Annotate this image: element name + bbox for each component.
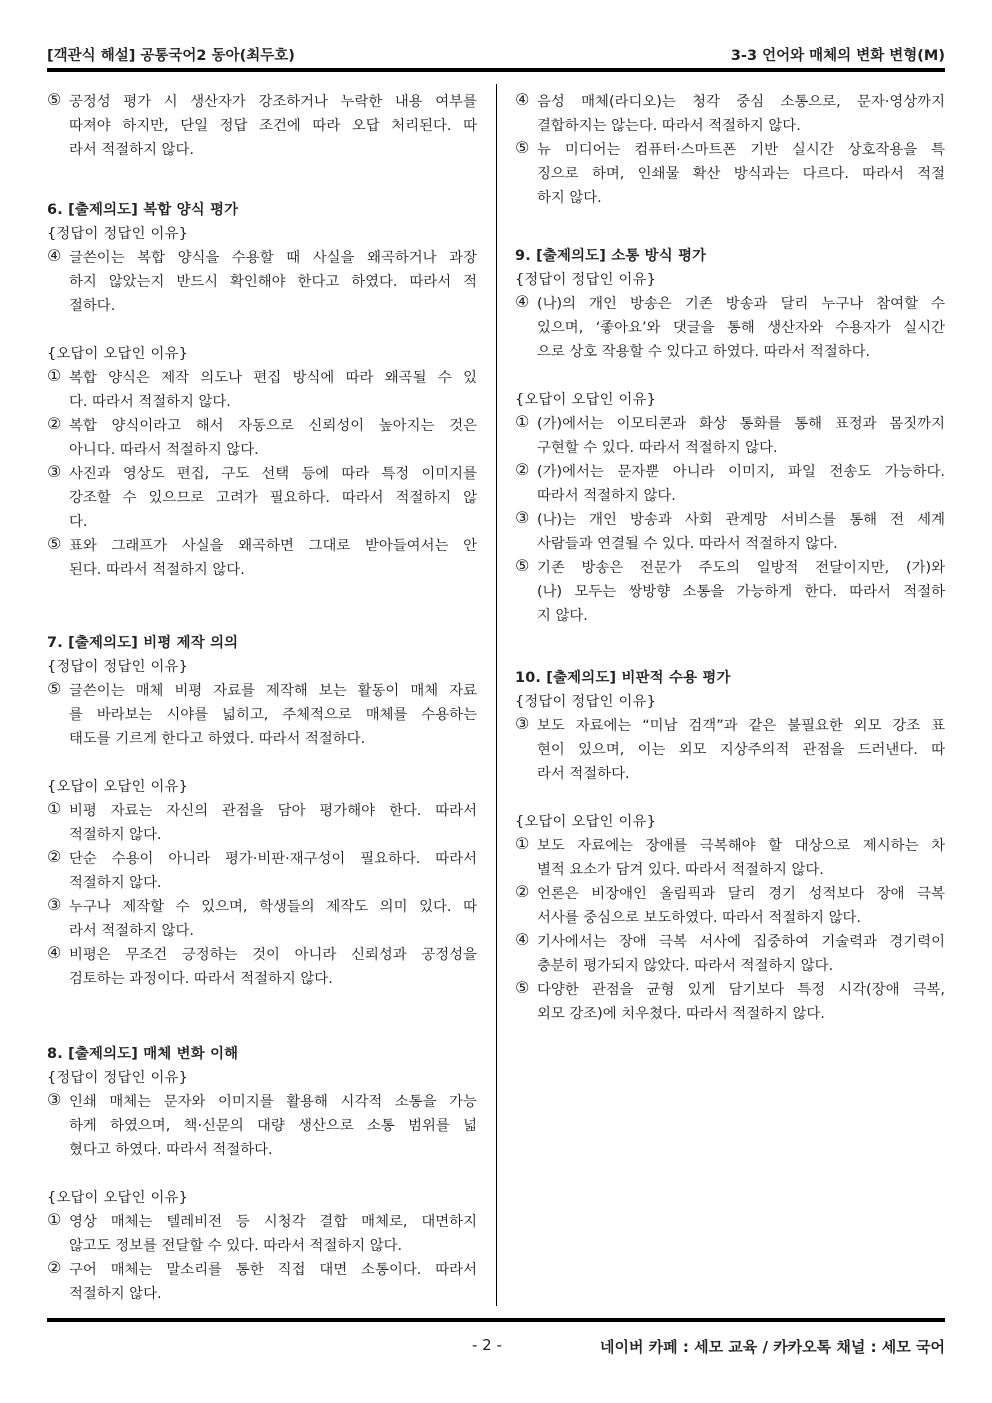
section-q7 — [47, 631, 477, 991]
answer-item — [47, 246, 477, 318]
answer-item — [47, 943, 477, 991]
answer-item — [515, 834, 945, 882]
text-line: 별적 요소가 담겨 있다. 따라서 적절하지 않다. — [537, 862, 824, 878]
answer-item — [47, 679, 477, 751]
answer-item — [515, 460, 945, 508]
text-line: 지 않다. — [537, 608, 588, 624]
choice-number: ③ — [515, 508, 530, 527]
correct-reason-heading: {정답이 정답인 이유} — [47, 226, 189, 242]
choice-number: ④ — [47, 246, 62, 265]
text-line: 외모 강조)에 치우쳤다. 따라서 적절하지 않다. — [537, 1006, 825, 1022]
answer-item — [47, 366, 477, 414]
answer-item — [47, 895, 477, 943]
text-line: (나) 모두는 쌍방향 소통을 가능하게 한다. 따라서 적절하 — [537, 584, 945, 600]
page-header — [47, 44, 945, 66]
choice-number: ① — [515, 834, 530, 853]
text-line: 강조할 수 있으므로 고려가 필요하다. 따라서 적절하지 않 — [69, 490, 477, 506]
question-title: 7. [출제의도] 비평 제작 의의 — [47, 635, 239, 651]
choice-number: ⑤ — [47, 679, 62, 698]
choice-text — [537, 714, 945, 786]
header-right-title: 3-3 언어와 매체의 변화 변형(M) — [730, 48, 945, 64]
choice-number: ④ — [47, 943, 62, 962]
section-q8 — [47, 1042, 477, 1306]
choice-number: ④ — [515, 90, 530, 109]
answer-item — [47, 462, 477, 534]
choice-text — [69, 246, 477, 318]
choice-number: ② — [515, 882, 530, 901]
choice-text — [69, 90, 477, 162]
text-line: 다. — [69, 514, 88, 530]
choice-number: ③ — [47, 462, 62, 481]
answer-item — [515, 138, 945, 210]
choice-text — [537, 412, 945, 460]
text-line: 단순 수용이 아니라 평가·비판·재구성이 필요하다. 따라서 — [69, 851, 477, 867]
choice-number: ④ — [515, 292, 530, 311]
choice-number: ① — [47, 1210, 62, 1229]
text-line: 적절하지 않다. — [69, 827, 162, 843]
question-title: 10. [출제의도] 비판적 수용 평가 — [515, 670, 731, 686]
text-line: 따라서 적절하지 않다. — [537, 488, 676, 504]
choice-text — [69, 1090, 477, 1162]
choice-text — [69, 895, 477, 943]
choice-number: ② — [47, 414, 62, 433]
text-line: 라서 적절하다. — [537, 766, 630, 782]
text-line: 영상 매체는 텔레비전 등 시청각 결합 매체로, 대면하지 — [69, 1214, 477, 1230]
choice-text — [537, 508, 945, 556]
answer-item — [515, 412, 945, 460]
section-q5-tail — [47, 90, 477, 162]
text-line: 있으며, ‘좋아요’와 댓글을 통해 생산자와 수용자가 실시간 — [537, 320, 945, 336]
choice-text — [537, 556, 945, 628]
text-line: 다. 따라서 적절하지 않다. — [69, 394, 231, 410]
choice-text — [537, 978, 945, 1026]
choice-text — [537, 882, 945, 930]
text-line: 으로 상호 작용할 수 있다고 하였다. 따라서 적절하다. — [537, 344, 871, 360]
wrong-reason-heading: {오답이 오답인 이유} — [47, 1190, 189, 1206]
choice-number: ⑤ — [515, 978, 530, 997]
text-line: 를 바라보는 시야를 넓히고, 주체적으로 매체를 수용하는 — [69, 707, 477, 723]
choice-text — [537, 138, 945, 210]
text-line: 검토하는 과정이다. 따라서 적절하지 않다. — [69, 971, 333, 987]
answer-item — [515, 930, 945, 978]
choice-text — [69, 1210, 477, 1258]
answer-item — [47, 1258, 477, 1306]
text-line: 비평 자료는 자신의 관점을 담아 평가해야 한다. 따라서 — [69, 803, 477, 819]
text-line: 인쇄 매체는 문자와 이미지를 활용해 시각적 소통을 가능 — [69, 1094, 477, 1110]
question-title: 6. [출제의도] 복합 양식 평가 — [47, 202, 239, 218]
correct-reason-heading: {정답이 정답인 이유} — [47, 659, 189, 675]
correct-reason-heading: {정답이 정답인 이유} — [515, 694, 657, 710]
answer-item — [47, 847, 477, 895]
text-line: 된다. 따라서 적절하지 않다. — [69, 562, 245, 578]
footer-rule — [47, 1318, 945, 1322]
text-line: 글쓴이는 매체 비평 자료를 제작해 보는 활동이 매체 자료 — [69, 683, 477, 699]
answer-item — [515, 90, 945, 138]
text-line: 현이 있으며, 이는 외모 지상주의적 관점을 드러낸다. 따 — [537, 742, 945, 758]
wrong-reason-heading: {오답이 오답인 이유} — [515, 392, 657, 408]
text-line: (나)의 개인 방송은 기존 방송과 달리 누구나 참여할 수 — [537, 296, 945, 312]
answer-item — [47, 534, 477, 582]
answer-item — [515, 714, 945, 786]
answer-item — [47, 799, 477, 847]
choice-text — [537, 834, 945, 882]
text-line: (나)는 개인 방송과 사회 관계망 서비스를 통해 전 세계 — [537, 512, 945, 528]
choice-text — [69, 847, 477, 895]
choice-number: ⑤ — [47, 90, 62, 109]
text-line: 아니다. 따라서 적절하지 않다. — [69, 442, 259, 458]
choice-text — [537, 292, 945, 364]
wrong-reason-heading: {오답이 오답인 이유} — [515, 814, 657, 830]
choice-number: ② — [515, 460, 530, 479]
text-line: 언론은 비장애인 올림픽과 달리 경기 성적보다 장애 극복 — [537, 886, 945, 902]
choice-number: ③ — [515, 714, 530, 733]
text-line: 복합 양식은 제작 의도나 편집 방식에 따라 왜곡될 수 있 — [69, 370, 477, 386]
correct-reason-heading: {정답이 정답인 이유} — [47, 1070, 189, 1086]
text-line: 사람들과 연결될 수 있다. 따라서 적절하지 않다. — [537, 536, 838, 552]
text-line: 보도 자료에는 “미남 검객”과 같은 불필요한 외모 강조 표 — [537, 718, 945, 734]
choice-number: ① — [515, 412, 530, 431]
answer-item — [515, 508, 945, 556]
column-divider — [496, 84, 497, 1306]
choice-text — [69, 943, 477, 991]
text-line: 서사를 중심으로 보도하였다. 따라서 적절하지 않다. — [537, 910, 861, 926]
text-line: 결합하지는 않는다. 따라서 적절하지 않다. — [537, 118, 801, 134]
text-line: 누구나 제작할 수 있으며, 학생들의 제작도 의미 있다. 따 — [69, 899, 477, 915]
text-line: 라서 적절하지 않다. — [69, 923, 194, 939]
choice-text — [69, 366, 477, 414]
text-line: 태도를 기르게 한다고 하였다. 따라서 적절하다. — [69, 731, 366, 747]
choice-number: ③ — [47, 895, 62, 914]
header-left-title: [객관식 해설] 공통국어2 동아(최두호) — [47, 48, 295, 64]
page-number: - 2 - — [472, 1336, 502, 1354]
text-line: (가)에서는 문자뿐 아니라 이미지, 파일 전송도 가능하다. — [537, 464, 945, 480]
text-line: 하지 않다. — [537, 190, 602, 206]
section-q6 — [47, 198, 477, 582]
choice-text — [69, 534, 477, 582]
question-title: 9. [출제의도] 소통 방식 평가 — [515, 248, 707, 264]
choice-number: ④ — [515, 930, 530, 949]
choice-text — [69, 1258, 477, 1306]
answer-item — [47, 414, 477, 462]
text-line: 않고도 정보를 전달할 수 있다. 따라서 적절하지 않다. — [69, 1238, 403, 1254]
choice-text — [69, 799, 477, 847]
text-line: 적절하지 않다. — [69, 875, 162, 891]
text-line: 비평은 무조건 긍정하는 것이 아니라 신뢰성과 공정성을 — [69, 947, 477, 963]
section-q9 — [515, 244, 945, 628]
choice-number: ② — [47, 847, 62, 866]
section-q10 — [515, 666, 945, 1026]
text-line: 사진과 영상도 편집, 구도 선택 등에 따라 특정 이미지를 — [69, 466, 477, 482]
wrong-reason-heading: {오답이 오답인 이유} — [47, 779, 189, 795]
text-line: 기존 방송은 전문가 주도의 일방적 전달이지만, (가)와 — [537, 560, 945, 576]
text-line: 복합 양식이라고 해서 자동으로 신뢰성이 높아지는 것은 — [69, 418, 477, 434]
choice-text — [537, 90, 945, 138]
choice-text — [69, 414, 477, 462]
text-line: 하게 하였으며, 책·신문의 대량 생산으로 소통 범위를 넓 — [69, 1118, 477, 1134]
text-line: 구현할 수 있다. 따라서 적절하지 않다. — [537, 440, 778, 456]
text-line: 하지 않았는지 반드시 확인해야 한다고 하였다. 따라서 적 — [69, 274, 477, 290]
text-line: 기사에서는 장애 극복 서사에 집중하여 기술력과 경기력이 — [537, 934, 945, 950]
text-line: 라서 적절하지 않다. — [69, 142, 194, 158]
choice-number: ⑤ — [515, 138, 530, 157]
section-q8-cont — [515, 90, 945, 210]
text-line: 보도 자료에는 장애를 극복해야 할 대상으로 제시하는 차 — [537, 838, 945, 854]
text-line: 다양한 관점을 균형 있게 담기보다 특정 시각(장애 극복, — [537, 982, 945, 998]
answer-item — [47, 1090, 477, 1162]
text-line: 표와 그래프가 사실을 왜곡하면 그대로 받아들여서는 안 — [69, 538, 477, 554]
text-line: 충분히 평가되지 않았다. 따라서 적절하지 않다. — [537, 958, 834, 974]
text-line: 적절하지 않다. — [69, 1286, 162, 1302]
footer-channel-info: 네이버 카페 : 세모 교육 / 카카오톡 채널 : 세모 국어 — [599, 1338, 945, 1356]
text-line: (가)에서는 이모티콘과 화상 통화를 통해 표정과 몸짓까지 — [537, 416, 945, 432]
choice-text — [537, 460, 945, 508]
answer-item — [515, 556, 945, 628]
choice-number: ① — [47, 799, 62, 818]
text-line: 공정성 평가 시 생산자가 강조하거나 누락한 내용 여부를 — [69, 94, 477, 110]
header-rule — [47, 68, 945, 72]
wrong-reason-heading: {오답이 오답인 이유} — [47, 346, 189, 362]
text-line: 글쓴이는 복합 양식을 수용할 때 사실을 왜곡하거나 과장 — [69, 250, 477, 266]
choice-text — [537, 930, 945, 978]
answer-item — [515, 978, 945, 1026]
choice-number: ② — [47, 1258, 62, 1277]
text-line: 절하다. — [69, 298, 116, 314]
text-line: 혔다고 하였다. 따라서 적절하다. — [69, 1142, 273, 1158]
text-line: 징으로 하며, 인쇄물 확산 방식과는 다르다. 따라서 적절 — [537, 166, 945, 182]
answer-item — [47, 1210, 477, 1258]
text-line: 뉴 미디어는 컴퓨터·스마트폰 기반 실시간 상호작용을 특 — [537, 142, 945, 158]
correct-reason-heading: {정답이 정답인 이유} — [515, 272, 657, 288]
answer-item — [515, 882, 945, 930]
answer-item — [47, 90, 477, 162]
answer-item — [515, 292, 945, 364]
choice-number: ③ — [47, 1090, 62, 1109]
text-line: 구어 매체는 말소리를 통한 직접 대면 소통이다. 따라서 — [69, 1262, 477, 1278]
text-line: 따져야 하지만, 단일 정답 조건에 따라 오답 처리된다. 따 — [69, 118, 477, 134]
text-line: 음성 매체(라디오)는 청각 중심 소통으로, 문자·영상까지 — [537, 94, 945, 110]
choice-text — [69, 462, 477, 534]
choice-number: ① — [47, 366, 62, 385]
choice-number: ⑤ — [47, 534, 62, 553]
question-title: 8. [출제의도] 매체 변화 이해 — [47, 1046, 239, 1062]
choice-number: ⑤ — [515, 556, 530, 575]
choice-text — [69, 679, 477, 751]
